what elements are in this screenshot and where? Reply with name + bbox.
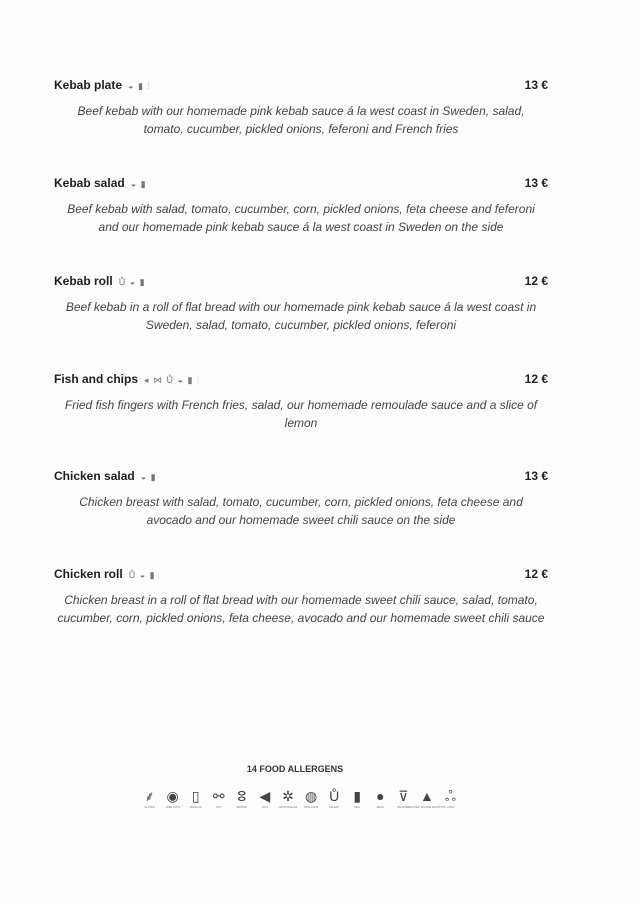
item-price: 13 € [524,176,548,190]
menu-item [54,272,548,334]
item-description: Chicken breast in a roll of flat bread with our homemade sweet chili sauce, salad, tomato, cucumber, corn, pickled onions, feta cheese, avocado and our homemade sweet chili sauce [57,593,545,625]
allergen-item [209,788,228,809]
allergen-icons: ◒ ▮ [140,472,157,482]
allergen-item [255,788,274,809]
allergen-icons-row [140,788,460,809]
allergen-label: LUPIN [446,806,455,809]
allergen-item [371,788,390,809]
eggs-icon: ● [376,788,385,804]
allergen-label: MOLLUSCS [304,806,318,809]
item-name: Kebab roll [54,274,113,288]
item-description: Beef kebab with salad, tomato, cucumber, corn, pickled onions, feta cheese and feferoni and our homemade pink kebab sauce á la west coast in Sweden on the side [67,202,535,234]
allergen-label: CELERY [329,806,340,809]
item-price: 13 € [524,78,548,92]
celery-icon: Ů [329,788,340,804]
menu-item [54,565,548,627]
allergen-item [278,788,297,809]
item-price: 12 € [524,567,548,581]
item-name: Fish and chips [54,372,139,386]
allergen-item [232,788,251,809]
item-description: Fried fish fingers with French fries, salad, our homemade remoulade sauce and a slice of lemon [64,398,538,430]
allergen-icons: ◒ ▮ [130,179,147,189]
item-description: Chicken breast with salad, tomato, cucumber, corn, pickled onions, feta cheese and avocado and our homemade sweet chili sauce on the side [79,495,523,527]
item-name: Kebab salad [54,176,125,190]
allergen-legend [140,764,460,809]
allergen-item [325,788,344,809]
item-name: Chicken roll [54,567,123,581]
allergen-icons: Ů ◒ ▮ [128,570,156,580]
allergen-icons: Ů ◒ ▮ [118,277,146,287]
allergen-icons: ◒ ▮ ⫶ [128,81,151,91]
item-price: 13 € [524,469,548,483]
gluten-icon: ⸙ [144,788,155,804]
allergen-label: MILK [354,806,361,809]
item-name: Kebab plate [54,78,123,92]
soy-icon: ⚯ [212,788,225,804]
allergen-label: SULPHUR DIOXIDE SULPHITES [408,806,446,809]
allergen-title: 14 FOOD ALLERGENS [246,764,344,774]
allergen-item [186,788,205,809]
item-description: Beef kebab in a roll of flat bread with our homemade pink kebab sauce á la west coast in Sweden, salad, tomato, cucumber, pickled onions, feferoni [65,300,537,332]
allergen-label: GLUTEN [144,806,155,809]
allergen-item [441,788,460,809]
menu-item [54,174,548,236]
lupin-icon: ஃ [444,788,456,804]
allergen-item [163,788,182,809]
item-price: 12 € [524,274,548,288]
item-price: 12 € [524,372,548,386]
allergen-item [348,788,367,809]
allergen-label: SESAME [236,806,248,809]
allergen-label: EGGS [376,806,384,809]
fish-icon: ◀ [259,788,271,804]
allergen-item [140,788,159,809]
milk-icon: ▮ [353,788,362,804]
item-description: Beef kebab with our homemade pink kebab sauce á la west coast in Sweden, salad, tomato, cucumber, pickled onions, feferoni and French fries [77,104,525,136]
allergen-label: MUSTARD [397,806,410,809]
item-name: Chicken salad [54,469,135,483]
molluscs-icon: ◍ [304,788,318,804]
allergen-label: CRUSTACEANS [278,806,298,809]
allergen-item [408,788,446,809]
menu-item [54,76,548,138]
allergen-label: PEANUTS [189,806,202,809]
allergen-label: SOY [216,806,222,809]
sulphites-icon: ▲ [420,788,434,804]
peanuts-icon: ▯ [191,788,200,804]
allergen-label: TREE NUTS [165,806,180,809]
allergen-item [302,788,321,809]
sesame-icon: ⵓ [237,788,247,804]
tree-nuts-icon: ◉ [166,788,179,804]
allergen-label: FISH [262,806,268,809]
mustard-icon: ⊽ [398,788,409,804]
menu-item [54,370,548,432]
crustaceans-icon: ✲ [282,788,294,804]
menu-item [54,467,548,529]
allergen-icons: ◂ ⋈ Ů ◒ ▮ ⫶ [144,375,201,385]
